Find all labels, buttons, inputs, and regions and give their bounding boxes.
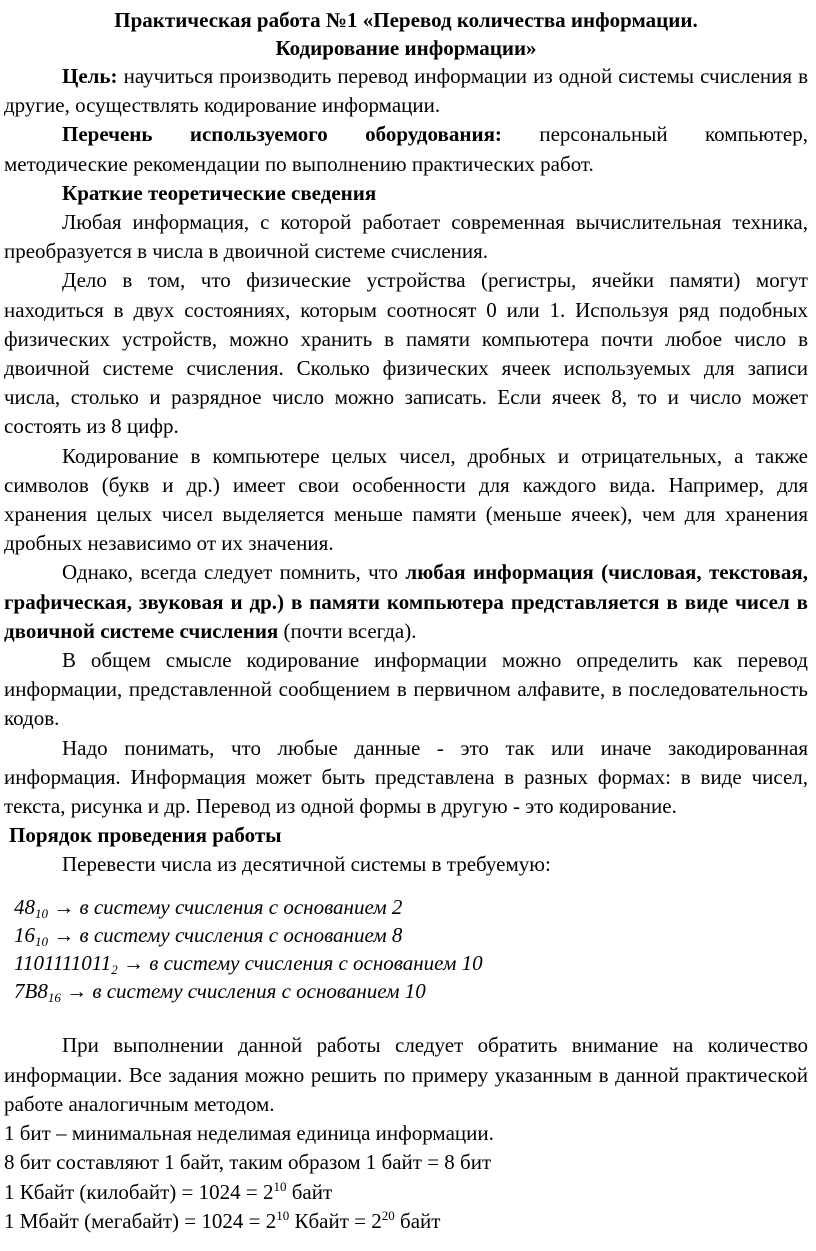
goal-text: научиться производить перевод информации из одной системы счисления в другие, осуществлять кодирование информации. (4, 64, 808, 118)
task-item: $16_{10} \to в$ систему счисления с основанием 8 (14, 923, 403, 950)
title-line-1: Практическая работа №1 «Перевод количества информации. (114, 8, 698, 32)
theory-heading: Краткие теоретические сведения (62, 180, 377, 205)
goal-label: Цель: (62, 64, 118, 88)
equipment-paragraph (4, 120, 808, 178)
unit-kilobyte: 1 Кбайт (килобайт) = $1024 = 2^{10}$ байт (4, 1178, 333, 1204)
task-item: $1101111011_2 \to в$ систему счисления с основанием 10 (14, 951, 483, 978)
unit-megabyte: 1 Мбайт (мегабайт) = $1024 = 2^{10}$ Кбайт = $2^{20}$ байт (4, 1207, 441, 1233)
procedure-intro: Перевести числа из десятичной системы в требуемую: (62, 852, 551, 877)
document-title (4, 6, 808, 62)
equipment-text: персональный компьютер, методические рекомендации по выполнению практических работ. (4, 122, 808, 176)
theory-paragraph-6: Надо понимать, что любые данные - это так или иначе закодированная информация. Информация может быть представлена в разных формах: в виде чисел, текста, рисунка и др. Перевод из одной формы в другую - это кодирование. (4, 735, 808, 819)
task-list (4, 893, 808, 1005)
goal-paragraph (4, 62, 808, 120)
title-line-2: Кодирование информации» (275, 36, 537, 60)
theory-paragraph-4: Однако, всегда следует помнить, что любая информация (числовая, текстовая, графическая, звуковая и др.) в памяти компьютера представляется в виде чисел в двоичной системе счисления (почти всегда). (4, 560, 808, 643)
theory-paragraph-1: Любая информация, с которой работает современная вычислительная техника, преобразуется в числа в двоичной системе счисления. (4, 210, 808, 264)
task-item: $7B8_{16} \to в$ систему счисления с основанием 10 (14, 979, 426, 1006)
theory-paragraph-3: Кодирование в компьютере целых чисел, дробных и отрицательных, а также символов (букв и др.) имеет свои особенности для каждого вида. Например, для хранения целых чисел выделяется меньше памяти (меньше ячеек), чем для хранения дробных независимо от их значения. (4, 443, 808, 556)
procedure-heading: Порядок проведения работы (9, 823, 282, 848)
unit-byte: 8 бит составляют 1 байт, таким образом 1 байт = 8 бит (4, 1150, 492, 1175)
unit-bit: 1 бит – минимальная неделимая единица информации. (4, 1121, 494, 1146)
task-item: $48_{10} \to в$ систему счисления с основанием 2 (14, 895, 403, 922)
equipment-label: Перечень используемого оборудования: (62, 122, 502, 147)
theory-emphasis: любая информация (числовая, текстовая, графическая, звуковая и др.) в памяти компьютера представляется в виде чисел в двоичной системе счисления (4, 560, 808, 643)
procedure-note: При выполнении данной работы следует обратить внимание на количество информации. Все задания можно решить по примеру указанным в данной практической работе аналогичным методом. (4, 1033, 808, 1116)
theory-paragraph-5: В общем смысле кодирование информации можно определить как перевод информации, представленной сообщением в первичном алфавите, в последовательность кодов. (4, 648, 808, 731)
theory-paragraph-2: Дело в том, что физические устройства (регистры, ячейки памяти) могут находиться в двух состояниях, которым соотносят 0 или 1. Используя ряд подобных физических устройств, можно хранить в памяти компьютера почти любое число в двоичной системе счисления. Сколько физических ячеек используемых для записи числа, столько и разрядное число можно записать. Если ячеек 8, то и число может состоять из 8 цифр. (4, 268, 808, 439)
